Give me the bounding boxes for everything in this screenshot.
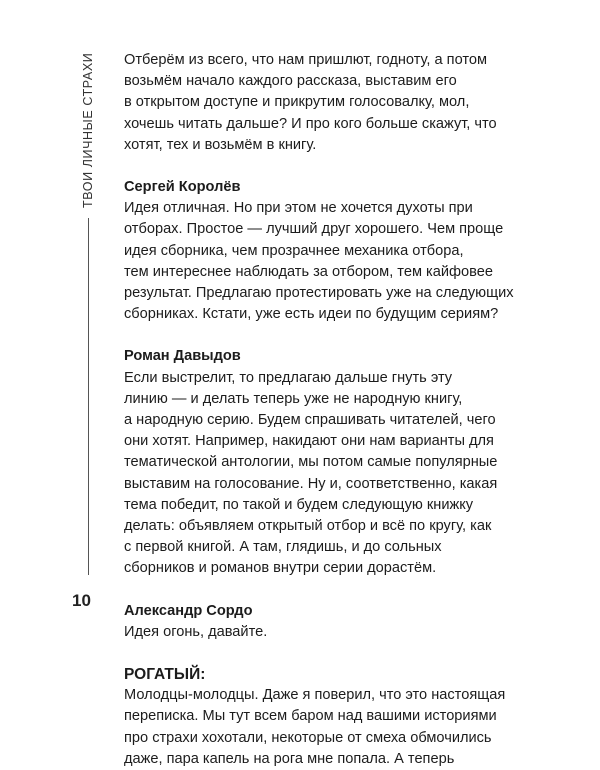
text-line: сборников и романов внутри серии дорастём.: [124, 560, 437, 577]
message-block: [124, 346, 564, 579]
intro-paragraph: [124, 50, 564, 156]
message-block: [124, 601, 564, 643]
text-line: тема победит, по такой и будем следующую книжку: [124, 496, 474, 513]
text-line: делать: объявляем открытый отбор и всё по кругу, как: [124, 518, 492, 535]
text-line: Идея огонь, давайте.: [124, 623, 268, 640]
text-line: хотят, тех и возьмём в книгу.: [124, 136, 317, 153]
page-body: [124, 50, 564, 770]
text-line: с первой книгой. А там, глядишь, и до сольных: [124, 539, 442, 556]
text-line: а народную серию. Будем спрашивать читателей, чего: [124, 412, 496, 429]
message-block: [124, 177, 564, 325]
speaker-name: РОГАТЫЙ:: [124, 666, 206, 684]
text-line: линию — и делать теперь уже не народную книгу,: [124, 390, 463, 407]
text-line: тем интереснее наблюдать за отбором, тем кайфовее: [124, 263, 493, 280]
margin-rule: [88, 218, 89, 575]
message-block: [124, 664, 564, 770]
text-line: тематической антологии, мы потом самые популярные: [124, 454, 498, 471]
text-line: Отберём из всего, что нам пришлют, годноту, а потом: [124, 52, 488, 68]
text-line: результат. Предлагаю протестировать уже на следующих: [124, 285, 514, 302]
speaker-name: Александр Сордо: [124, 602, 253, 619]
page-number: 10: [72, 591, 91, 610]
text-line: идея сборника, чем прозрачнее механика отбора,: [124, 242, 464, 259]
text-line: они хотят. Например, накидают они нам варианты для: [124, 433, 494, 450]
text-line: переписка. Мы тут всем баром над вашими историями: [124, 708, 497, 725]
text-line: даже, пара капель на рога мне попала. А теперь: [124, 750, 455, 767]
speaker-name: Сергей Королёв: [124, 179, 241, 196]
text-line: возьмём начало каждого рассказа, выставим его: [124, 73, 457, 90]
text-line: Молодцы-молодцы. Даже я поверил, что это настоящая: [124, 687, 506, 704]
speaker-name: Роман Давыдов: [124, 348, 241, 365]
text-line: Идея отличная. Но при этом не хочется духоты при: [124, 200, 473, 217]
text-line: Если выстрелит, то предлагаю дальше гнуть эту: [124, 369, 453, 386]
text-line: отборах. Простое — лучший друг хорошего. Чем проще: [124, 221, 504, 238]
text-line: сборниках. Кстати, уже есть идеи по будущим сериям?: [124, 306, 499, 323]
text-line: выставим на голосование. Ну и, соответственно, какая: [124, 475, 498, 492]
running-header-text: ТВОИ ЛИЧНЫЕ СТРАХИ: [81, 52, 95, 208]
text-line: в открытом доступе и прикрутим голосовалку, мол,: [124, 94, 470, 111]
running-header: [78, 50, 98, 208]
text-line: хочешь читать дальше? И про кого больше скажут, что: [124, 115, 497, 132]
text-line: про страхи хохотали, некоторые от смеха обмочились: [124, 729, 492, 746]
